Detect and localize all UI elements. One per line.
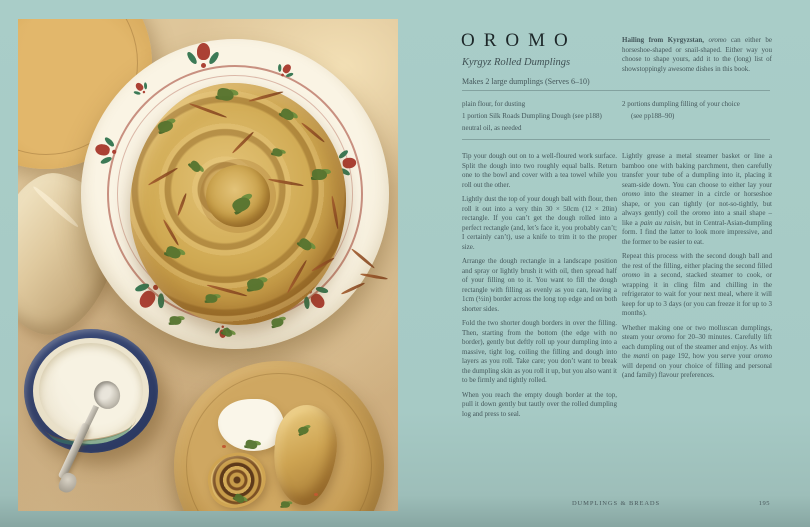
fried-onion-strand	[351, 248, 376, 270]
method-paragraph: When you reach the empty dough border at the top, pull it down gently but tautly over the rolled dumpling log and press to seal.	[462, 390, 617, 418]
method-column-right	[622, 152, 772, 386]
method-paragraph: Tip your dough out on to a well-floured work surface. Split the dough into two roughly equal balls. Return one to the bowl and cover with a tea towel while you roll out the other.	[462, 152, 617, 189]
recipe-yield: Makes 2 large dumplings (Serves 6–10)	[462, 77, 590, 86]
fried-onion-strand	[341, 282, 366, 296]
red-pepper-fleck	[222, 445, 226, 448]
dill-sprig	[297, 425, 310, 436]
ingredient-item: 1 portion Silk Roads Dumpling Dough (see p188)	[462, 112, 602, 120]
divider-top	[462, 90, 770, 91]
recipe-subtitle: Kyrgyz Rolled Dumplings	[462, 57, 571, 68]
food-photo	[18, 19, 398, 511]
dill-sprig	[245, 439, 258, 450]
method-paragraph: Repeat this process with the second dough ball and the rest of the filling, either placing the second filled oromo in a second, stacked steamer to cook, or wrapping it in cling film and chilling in the refrigerator to wait for your next meal, where it will keep for up to 3 days (or you can freeze it for up to 3 months).	[622, 252, 772, 317]
fried-onion-strand	[360, 273, 388, 281]
recipe-intro: Hailing from Kyrgyzstan, oromo can either be horseshoe-shaped or snail-shaped. Either way you choose to shape yours, add it to the (long) list of showstoppingly awesome dishes in this book.	[622, 36, 772, 73]
method-paragraph: Arrange the dough rectangle in a landscape position and spray or lightly brush it with oil, then spread half of your filling on to it. You want to fill the dough rectangle with filling as evenly as you can, leaving a 1cm (½in) border across the long top edge and on both shorter sides.	[462, 257, 617, 313]
method-column-left	[462, 152, 617, 424]
red-pepper-fleck	[314, 493, 318, 496]
recipe-title: OROMO	[461, 30, 577, 51]
ingredient-item: plain flour, for dusting	[462, 100, 526, 108]
page-footer	[462, 500, 770, 507]
cilantro-garnish	[271, 317, 285, 329]
yogurt-bowl	[24, 329, 158, 453]
ingredient-item: neutral oil, as needed	[462, 124, 522, 132]
cilantro-garnish	[170, 316, 182, 325]
divider-bottom	[462, 139, 770, 140]
ingredients-column-left	[462, 98, 622, 134]
method-paragraph: Whether making one or two molluscan dumplings, steam your oromo for 20–30 minutes. Carefully lift each dumpling out of the steamer and enjoy. As with the manti on page 192, how you serve your oromo will depend on your choice of filling and personal (and family) flavour preferences.	[622, 323, 772, 379]
chapter-label: DUMPLINGS & BREADS	[571, 500, 661, 507]
method-paragraph: Lightly grease a metal steamer basket or line a bamboo one with baking parchment, then carefully transfer your tube of a dumpling into it, placing it seam-side down. You can choose to either lay your oromo into the steamer in a circle or horseshoe shape, or you can tightly (or not-so-tightly, but always gently) coil the oromo into a snail shape – like a pain au raisin, but in Central-Asian-dumpling form. I find the latter to look more impressive, and the former to be easier to eat.	[622, 152, 772, 246]
dill-sprig	[233, 493, 246, 505]
cilantro-garnish	[221, 327, 234, 338]
recipe-page	[405, 0, 810, 527]
dill-sprig	[281, 501, 290, 508]
plate-garnish	[174, 361, 384, 511]
serving-plate	[174, 361, 384, 511]
method-paragraph: Lightly dust the top of your dough ball with flour, then roll it out into a very thin 30 × 50cm (12 × 20in) rectangle. If you can’t get the dough rolled into a perfect rectangle (and, let’s face it, you probably can’t; I certainly can’t), use a knife to trim it to the proper size.	[462, 195, 617, 251]
ingredient-item: 2 portions dumpling filling of your choice	[622, 100, 740, 108]
ingredients-column-right	[622, 98, 772, 122]
ingredient-item-continuation: (see pp188–90)	[631, 112, 675, 120]
page-number: 195	[758, 500, 770, 507]
method-paragraph: Fold the two shorter dough borders in over the filling. Then, starting from the bottom (the edge with no border), gently but deftly roll up your dumpling into a massive, tight log, coiling the filling and dough into layers as you roll. Take care; you don’t want to break the dumpling skin as you roll it up, but you also want it to be firmly and tightly rolled.	[462, 319, 617, 384]
